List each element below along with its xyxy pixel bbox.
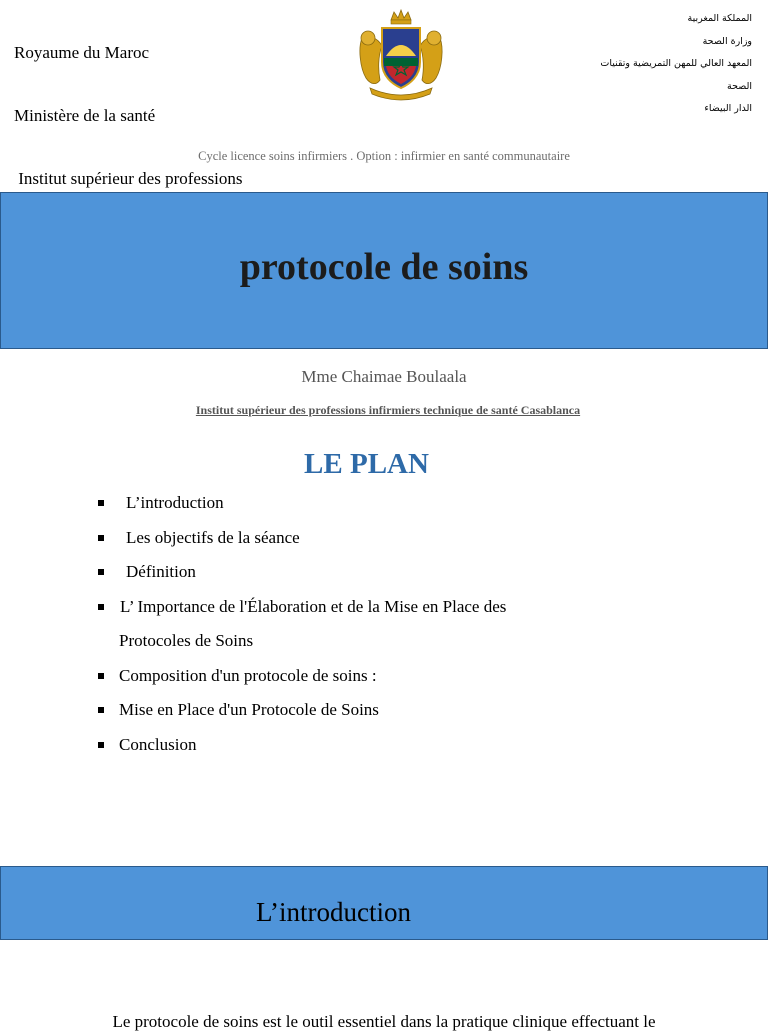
- list-item: [98, 594, 698, 629]
- body-paragraph: Le protocole de soins est le outil essentiel dans la pratique clinique effectuant le: [112, 1012, 656, 1031]
- header-right-line: الصحة: [727, 80, 752, 92]
- bullet-icon: [98, 535, 104, 541]
- program-subtitle: Cycle licence soins infirmiers . Option : infirmier en santé communautaire: [198, 149, 570, 163]
- plan-list: [98, 490, 698, 766]
- plan-item-text: Définition: [126, 562, 196, 581]
- header-right-block: [532, 8, 752, 121]
- list-item: [98, 559, 698, 594]
- section-banner: [0, 866, 768, 940]
- plan-heading: LE PLAN: [304, 448, 429, 480]
- author-name: Mme Chaimae Boulaala: [301, 367, 467, 386]
- plan-item-text: L’introduction: [126, 493, 224, 512]
- header-right-line: المملكة المغربية: [687, 13, 752, 24]
- moroccan-coat-of-arms-icon: [356, 8, 446, 104]
- bullet-icon: [98, 604, 104, 610]
- header-right-line: الدار البيضاء: [704, 103, 752, 114]
- list-item: [98, 663, 698, 698]
- bullet-icon: [98, 742, 104, 748]
- plan-item-text: Composition d'un protocole de soins :: [119, 665, 377, 685]
- list-item: [98, 525, 698, 560]
- bullet-icon: [98, 673, 104, 679]
- list-item: [98, 490, 698, 525]
- bullet-icon: [98, 500, 104, 506]
- list-item: [98, 732, 698, 767]
- plan-item-text: Conclusion: [119, 734, 197, 754]
- header-left-line: Royaume du Maroc: [14, 43, 150, 62]
- plan-item-text: Les objectifs de la séance: [126, 527, 300, 547]
- bullet-icon: [98, 569, 104, 575]
- list-item: [98, 697, 698, 732]
- header-right-line: المعهد العالي للمهن التمريضية وتقنيات: [600, 58, 752, 69]
- document-title: protocole de soins: [239, 246, 529, 288]
- header-left-line: Ministère de la santé: [14, 106, 156, 125]
- bullet-icon: [98, 707, 104, 713]
- title-banner: [0, 192, 768, 349]
- section-title: L’introduction: [256, 897, 411, 927]
- plan-item-text: Mise en Place d'un Protocole de Soins: [119, 700, 379, 719]
- header-left-line: Institut supérieur des professions: [14, 169, 243, 188]
- header-right-line: وزارة الصحة: [702, 35, 752, 47]
- list-item-continuation: [98, 628, 698, 663]
- plan-item-continuation-text: Protocoles de Soins: [119, 631, 254, 650]
- institute-name: Institut supérieur des professions infirmiers technique de santé Casablanca: [195, 403, 581, 417]
- plan-item-text: L’ Importance de l'Élaboration et de la Mise en Place des: [120, 596, 507, 616]
